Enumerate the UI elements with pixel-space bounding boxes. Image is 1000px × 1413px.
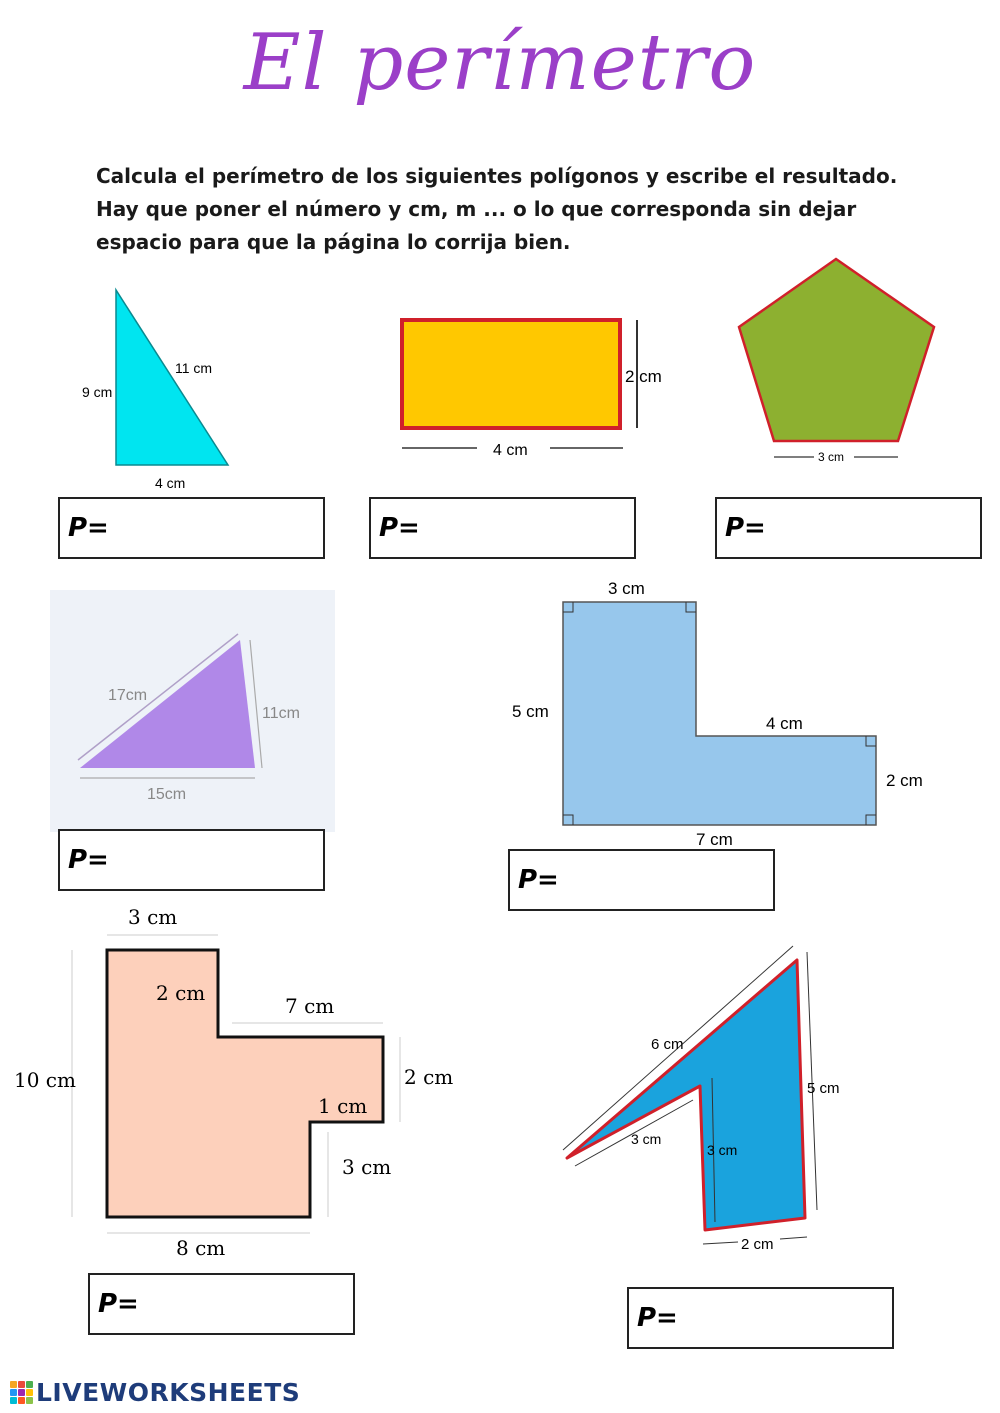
answer-box-2[interactable] (369, 497, 636, 559)
label-right: 5 cm (807, 1080, 840, 1097)
instructions-text: Calcula el perímetro de los siguientes polígonos y escribe el resultado. Hay que poner el número y cm, m ... o lo que corresponda sin dejar espacio para que la página lo corrija bien. (96, 164, 898, 254)
label-step: 1 cm (318, 1094, 368, 1118)
logo-cell (26, 1397, 33, 1404)
footer-brand[interactable] (10, 1378, 300, 1407)
figure-stair-shape (10, 895, 470, 1265)
label-bottom: 7 cm (696, 830, 733, 849)
figure-scalene-triangle (50, 590, 335, 832)
answer-label: P= (68, 513, 109, 543)
answer-label: P= (725, 513, 766, 543)
label-inner-v: 3 cm (707, 1142, 738, 1158)
answer-label: P= (98, 1289, 139, 1319)
label-bottom: 2 cm (741, 1236, 774, 1253)
logo-cell (18, 1381, 25, 1388)
logo-cell (26, 1381, 33, 1388)
answer-input-7[interactable] (684, 1297, 962, 1339)
pentagon-shape (739, 259, 934, 441)
label-right: 2 cm (625, 367, 662, 386)
figure-l-shape (500, 572, 940, 852)
answer-label: P= (379, 513, 420, 543)
answer-input-5[interactable] (565, 859, 843, 901)
label-left: 9 cm (82, 384, 113, 400)
label-hyp: 11 cm (175, 360, 213, 376)
logo-cell (26, 1389, 33, 1396)
answer-input-6[interactable] (145, 1283, 423, 1325)
label-left: 10 cm (14, 1068, 76, 1092)
figure-arrow-shape (555, 940, 845, 1260)
l-shape (563, 602, 876, 825)
label-bottom: 3 cm (818, 450, 845, 464)
label-bottom: 15cm (147, 786, 187, 803)
answer-input-2[interactable] (426, 507, 704, 549)
label-inner-v: 2 cm (156, 981, 206, 1005)
label-top: 3 cm (608, 579, 645, 598)
answer-box-6[interactable] (88, 1273, 355, 1335)
label-bottom: 4 cm (155, 475, 186, 491)
label-top: 3 cm (128, 905, 178, 929)
answer-input-4[interactable] (115, 839, 393, 881)
liveworksheets-logo-icon (10, 1381, 33, 1404)
figure-pentagon (730, 255, 945, 470)
logo-cell (18, 1397, 25, 1404)
label-bottom: 8 cm (176, 1236, 226, 1260)
logo-cell (10, 1381, 17, 1388)
answer-input-3[interactable] (772, 507, 1000, 549)
arrow-shape (567, 960, 805, 1230)
label-inner: 4 cm (766, 714, 803, 733)
label-top: 6 cm (651, 1036, 684, 1053)
rectangle-shape (402, 320, 620, 428)
label-right: 2 cm (404, 1065, 454, 1089)
answer-box-7[interactable] (627, 1287, 894, 1349)
label-inner-h: 7 cm (285, 994, 335, 1018)
label-right: 2 cm (886, 771, 923, 790)
answer-label: P= (68, 845, 109, 875)
answer-label: P= (518, 865, 559, 895)
answer-box-5[interactable] (508, 849, 775, 911)
label-left: 5 cm (512, 702, 549, 721)
answer-box-3[interactable] (715, 497, 982, 559)
label-inner-slant: 3 cm (631, 1131, 662, 1147)
label-bottom: 4 cm (493, 442, 528, 459)
logo-cell (10, 1389, 17, 1396)
figure-rectangle (395, 310, 675, 470)
figure-right-triangle (70, 285, 250, 495)
page-title: El perímetro (243, 18, 757, 108)
answer-box-4[interactable] (58, 829, 325, 891)
brand-name: LIVEWORKSHEETS (36, 1378, 301, 1407)
logo-cell (10, 1397, 17, 1404)
label-right: 11cm (262, 705, 300, 722)
label-lower-right: 3 cm (342, 1155, 392, 1179)
answer-box-1[interactable] (58, 497, 325, 559)
right-triangle-shape (116, 290, 228, 465)
label-hyp: 17cm (108, 687, 148, 704)
answer-label: P= (637, 1303, 678, 1333)
answer-input-1[interactable] (115, 507, 393, 549)
logo-cell (18, 1389, 25, 1396)
